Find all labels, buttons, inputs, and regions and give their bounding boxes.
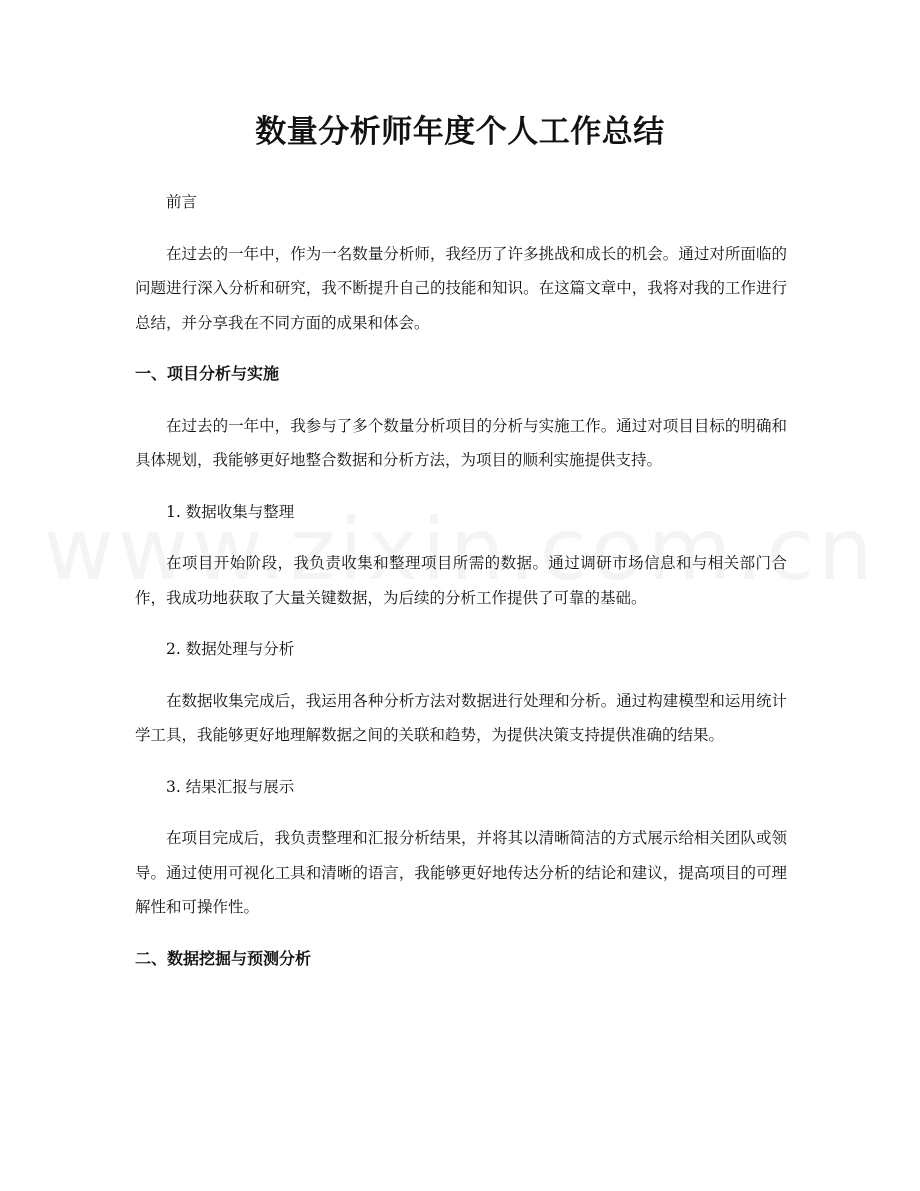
page-title: 数量分析师年度个人工作总结 (255, 114, 665, 150)
section-heading-1: 一、项目分析与实施 (135, 364, 280, 383)
subsection-label-2: 2. 数据处理与分析 (166, 640, 295, 658)
subsection-label-1: 1. 数据收集与整理 (166, 502, 295, 521)
subsection-paragraph-3: 在项目完成后，我负责整理和汇报分析结果，并将其以清晰简洁的方式展示给相关团队或领导。通过使用可视化工具和清晰的语言，我能够更好地传达分析的结论和建议，提高项目的可理解性和可操作性。 (135, 829, 787, 916)
preface-paragraph: 在过去的一年中，作为一名数量分析师，我经历了许多挑战和成长的机会。通过对所面临的问题进行深入分析和研究，我不断提升自己的技能和知识。在这篇文章中，我将对我的工作进行总结，并分享我在不同方面的成果和体会。 (135, 244, 787, 332)
section-heading-2: 二、数据挖掘与预测分析 (135, 948, 312, 968)
section-1-intro: 在过去的一年中，我参与了多个数量分析项目的分析与实施工作。通过对项目目标的明确和具体规划，我能够更好地整合数据和分析方法，为项目的顺利实施提供支持。 (135, 416, 787, 469)
subsection-paragraph-1: 在项目开始阶段，我负责收集和整理项目所需的数据。通过调研市场信息和与相关部门合作，我成功地获取了大量关键数据，为后续的分析工作提供了可靠的基础。 (135, 554, 787, 607)
preface-label: 前言 (166, 193, 198, 211)
subsection-paragraph-2: 在数据收集完成后，我运用各种分析方法对数据进行处理和分析。通过构建模型和运用统计学工具，我能够更好地理解数据之间的关联和趋势，为提供决策支持提供准确的结果。 (135, 691, 787, 744)
subsection-label-3: 3. 结果汇报与展示 (166, 777, 295, 796)
document-body (135, 185, 787, 976)
